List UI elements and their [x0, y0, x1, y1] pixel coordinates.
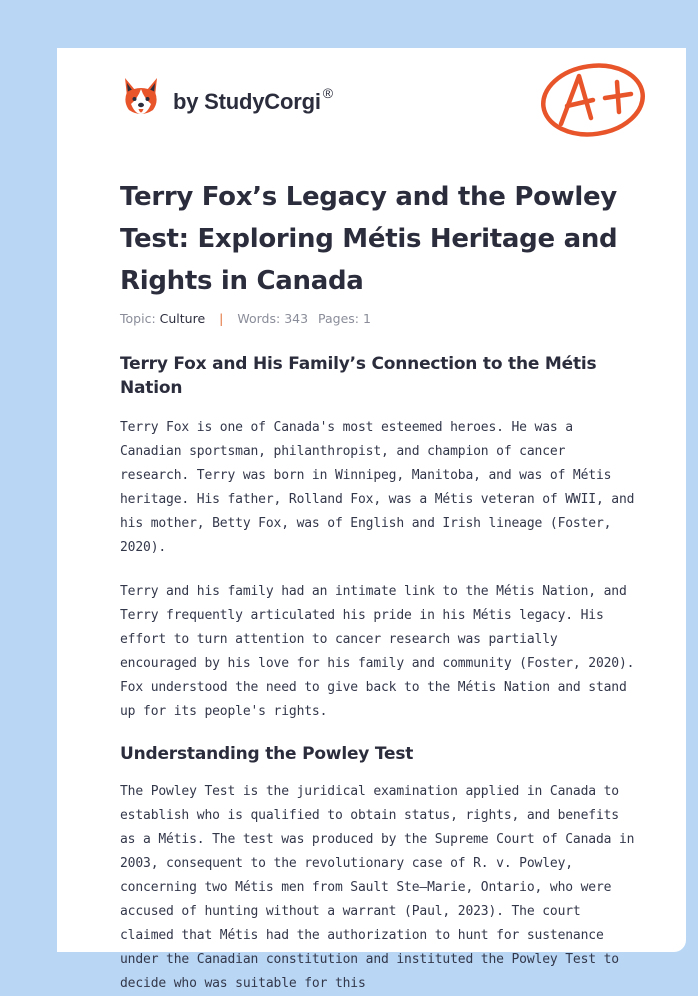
topic-label: Topic: [120, 311, 156, 326]
a-plus-grade-icon [539, 60, 647, 140]
section-heading: Terry Fox and His Family’s Connection to the Métis Nation [120, 354, 597, 398]
words-label: Words: [237, 311, 281, 326]
corgi-icon [121, 76, 161, 120]
document-title: Terry Fox’s Legacy and the Powley Test: Exploring Métis Heritage and Rights in Canada [120, 182, 618, 296]
topic-link[interactable]: Culture [159, 311, 206, 326]
document-page [57, 48, 686, 991]
brand-name: by StudyCorgi [173, 89, 321, 114]
pages-count: 1 [363, 311, 371, 326]
paragraph: Terry and his family had an intimate link to the Métis Nation, and Terry frequently articulated his pride in his Métis legacy. His effort to turn attention to cancer research was partially encouraged by his love for his family and community (Foster, 2020). Fox understood the need to give back to the Métis Nation and stand up for its people's rights. [120, 584, 635, 719]
studycorgi-logo[interactable] [121, 76, 333, 120]
paragraph: Terry Fox is one of Canada's most esteemed heroes. He was a Canadian sportsman, philanthropist, and champion of cancer research. Terry was born in Winnipeg, Manitoba, and was of Métis heritage. His father, Rolland Fox, was a Métis veteran of WWII, and his mother, Betty Fox, was of English and Irish lineage (Foster, 2020). [120, 420, 635, 555]
registered-mark: ® [322, 85, 334, 101]
meta-separator: | [219, 311, 224, 326]
words-count: 343 [284, 311, 309, 326]
document-meta [120, 311, 371, 326]
pages-label: Pages: [318, 311, 360, 326]
section-heading: Understanding the Powley Test [120, 744, 414, 764]
paragraph: The Powley Test is the juridical examination applied in Canada to establish who is qualified to obtain status, rights, and benefits as a Métis. The test was produced by the Supreme Court of Canada in 2003, consequent to the revolutionary case of R. v. Powley, concerning two Métis men from Sault Ste—Marie, Ontario, who were accused of hunting without a warrant (Paul, 2023). The court claimed that Métis had the authorization to hunt for sustenance under the Canadian constitution and instituted the Powley Test to decide who was suitable for this [120, 784, 635, 991]
document-body [120, 352, 635, 996]
